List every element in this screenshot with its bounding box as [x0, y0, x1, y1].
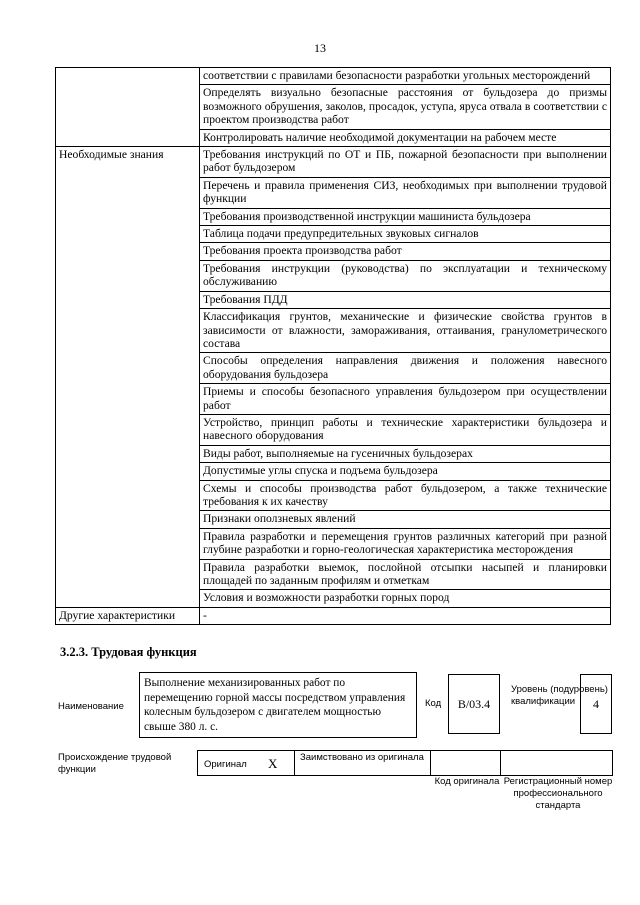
table-row	[56, 243, 611, 260]
row-text-cell: Признаки оползневых явлений	[200, 511, 611, 528]
table-row	[56, 226, 611, 243]
row-label-cell	[56, 177, 200, 208]
row-text-cell: Условия и возможности разработки горных пород	[200, 590, 611, 607]
table-row	[56, 353, 611, 384]
row-text-cell: Требования проекта производства работ	[200, 243, 611, 260]
row-label-cell	[56, 85, 200, 129]
name-label: Наименование	[58, 701, 124, 712]
row-label-cell	[56, 511, 200, 528]
row-label-cell	[56, 353, 200, 384]
row-label-cell	[56, 480, 200, 511]
row-label-cell	[56, 291, 200, 308]
requirements-table	[55, 67, 611, 625]
row-text-cell: Допустимые углы спуска и подъема бульдозера	[200, 463, 611, 480]
table-row	[56, 511, 611, 528]
row-label-cell	[56, 226, 200, 243]
table-row	[56, 177, 611, 208]
table-row	[56, 260, 611, 291]
row-label-cell	[56, 463, 200, 480]
row-label-cell: Другие характеристики	[56, 607, 200, 624]
table-row	[56, 480, 611, 511]
function-name-box: Выполнение механизированных работ по перемещению горной массы посредством управления колесным бульдозером с двигателем мощностью свыше 380 л. с.	[139, 672, 417, 738]
row-text-cell: Правила разработки и перемещения грунтов различных категорий при разной глубине разработки и горно-геологическая характеристика месторождения	[200, 528, 611, 559]
original-mark: X	[268, 756, 278, 771]
table-row	[56, 590, 611, 607]
row-label-cell	[56, 528, 200, 559]
row-text-cell: Контролировать наличие необходимой документации на рабочем месте	[200, 129, 611, 146]
origin-label: Происхождение трудовой функции	[58, 752, 172, 775]
row-label-cell	[56, 384, 200, 415]
row-label-cell	[56, 414, 200, 445]
code-of-original-label: Код оригинала	[434, 776, 500, 787]
original-label: Оригинал	[204, 759, 247, 770]
row-label-cell	[56, 309, 200, 353]
row-text-cell: Перечень и правила применения СИЗ, необходимых при выполнении трудовой функции	[200, 177, 611, 208]
table-row	[56, 129, 611, 146]
table-row	[56, 309, 611, 353]
row-label-cell	[56, 559, 200, 590]
row-text-cell: Требования инструкции (руководства) по эксплуатации и техническому обслуживанию	[200, 260, 611, 291]
table-row	[56, 445, 611, 462]
row-text-cell: Определять визуально безопасные расстояния от бульдозера до призмы возможного обрушения, заколов, просадок, уступа, яруса отвала в соответствии с проектом производства работ	[200, 85, 611, 129]
row-label-cell	[56, 590, 200, 607]
row-text-cell: соответствии с правилами безопасности разработки угольных месторождений	[200, 68, 611, 85]
row-text-cell: Классификация грунтов, механические и физические свойства грунтов в зависимости от влажности, замораживания, оттаивания, гранулометрического состава	[200, 309, 611, 353]
page-number: 13	[314, 41, 326, 55]
requirements-table-body	[56, 68, 611, 625]
table-row	[56, 463, 611, 480]
original-cell	[198, 751, 295, 775]
row-label-cell	[56, 243, 200, 260]
row-label-cell	[56, 129, 200, 146]
row-text-cell: Приемы и способы безопасного управления бульдозером при осуществлении работ	[200, 384, 611, 415]
code-label: Код	[425, 698, 442, 709]
row-label-cell	[56, 260, 200, 291]
row-text-cell: Таблица подачи предупредительных звуковых сигналов	[200, 226, 611, 243]
row-label-cell	[56, 445, 200, 462]
table-row	[56, 559, 611, 590]
row-label-cell	[56, 208, 200, 225]
registration-number-label: Регистрационный номер профессионального стандарта	[503, 776, 613, 811]
row-text-cell: Устройство, принцип работы и технические характеристики бульдозера и навесного оборудования	[200, 414, 611, 445]
table-row	[56, 68, 611, 85]
row-text-cell: Виды работ, выполняемые на гусеничных бульдозерах	[200, 445, 611, 462]
borrowed-label: Заимствовано из оригинала	[300, 752, 424, 763]
table-row	[56, 208, 611, 225]
origin-row	[197, 750, 613, 776]
table-row	[56, 147, 611, 178]
table-row	[56, 384, 611, 415]
table-row	[56, 414, 611, 445]
table-row	[56, 607, 611, 624]
row-text-cell: Схемы и способы производства работ бульдозером, а также технические требования к их качеству	[200, 480, 611, 511]
qualification-level-label: Уровень (подуровень) квалификации	[511, 684, 608, 707]
row-text-cell: Требования инструкций по ОТ и ПБ, пожарной безопасности при выполнении работ бульдозером	[200, 147, 611, 178]
row-label-cell	[56, 68, 200, 85]
borrowed-cell	[295, 751, 431, 775]
row-text-cell: Правила разработки выемок, послойной отсыпки насыпей и планировки площадей по заданным профилям и отметкам	[200, 559, 611, 590]
function-code-box: B/03.4	[448, 674, 500, 734]
row-label-cell: Необходимые знания	[56, 147, 200, 178]
code-of-original-cell	[431, 751, 501, 775]
table-row	[56, 291, 611, 308]
registration-number-cell	[501, 751, 612, 775]
table-row	[56, 528, 611, 559]
row-text-cell: Требования ПДД	[200, 291, 611, 308]
row-text-cell: Требования производственной инструкции машиниста бульдозера	[200, 208, 611, 225]
table-row	[56, 85, 611, 129]
row-text-cell: -	[200, 607, 611, 624]
section-heading: 3.2.3. Трудовая функция	[60, 645, 197, 659]
row-text-cell: Способы определения направления движения и положения навесного оборудования бульдозера	[200, 353, 611, 384]
qualification-level-box: 4	[580, 674, 612, 734]
